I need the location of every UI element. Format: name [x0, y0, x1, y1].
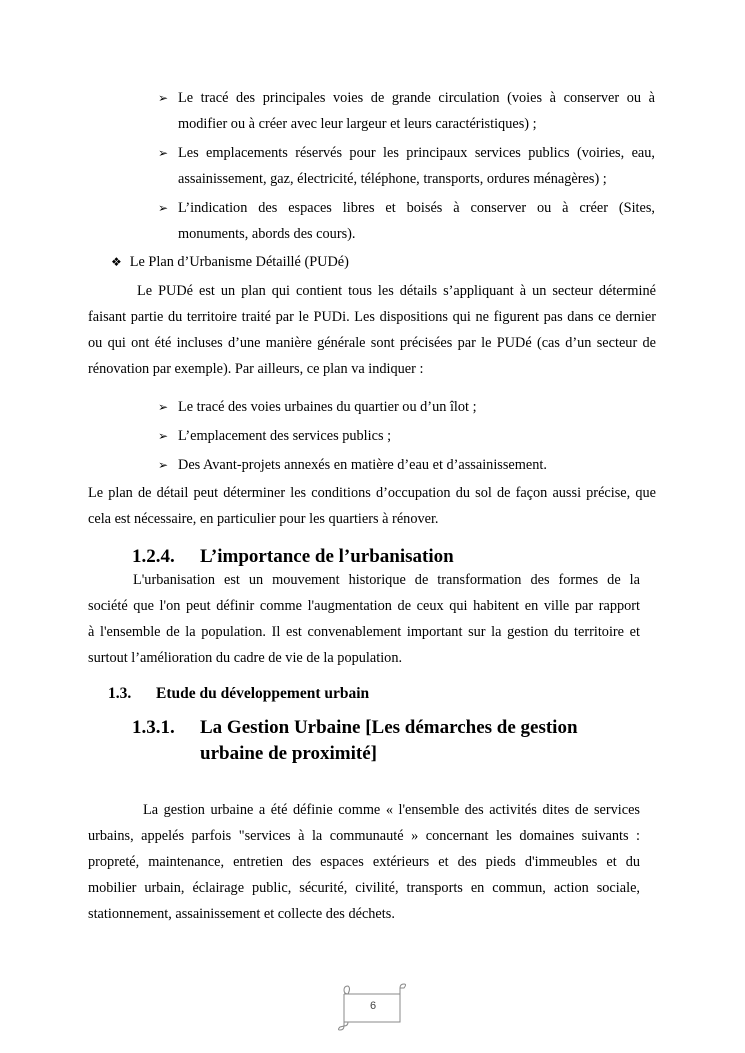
paragraph-line: faisant partie du territoire traité par le PUDi. Les dispositions qui ne figurent pas dans ce dernier — [88, 309, 656, 325]
list-item-line: L’indication des espaces libres et boisés à conserver ou à créer (Sites, — [178, 200, 655, 216]
paragraph-line: rénovation par exemple). Par ailleurs, ce plan va indiquer : — [88, 361, 424, 377]
pude-heading — [111, 249, 349, 275]
paragraph-line: mobilier urbain, éclairage public, sécurité, civilité, transports en commun, action sociale, — [88, 880, 640, 896]
section-number: 1.2.4. — [132, 546, 175, 567]
paragraph-line: à l'ensemble de la population. Il est convenablement important sur la gestion du territoire et — [88, 624, 640, 640]
arrow-bullet-icon: ➢ — [158, 91, 169, 105]
list-item-line: Le tracé des principales voies de grande circulation (voies à conserver ou à — [178, 90, 655, 106]
section-number: 1.3. — [108, 685, 132, 702]
list-item-line: assainissement, gaz, électricité, téléphone, transports, ordures ménagères) ; — [178, 171, 607, 187]
section-title: Etude du développement urbain — [156, 685, 370, 702]
paragraph-line: urbains, appelés parfois "services à la communauté » concernant les domaines suivants : — [88, 828, 640, 844]
arrow-bullet-icon: ➢ — [158, 429, 169, 443]
paragraph-line: propreté, maintenance, entretien des espaces extérieurs et des pieds d'immeubles et du — [88, 854, 640, 870]
paragraph-line: société que l'on peut définir comme l'augmentation de ceux qui habitent en ville par rapport — [88, 598, 640, 614]
paragraph-line: cela est nécessaire, en particulier pour les quartiers à rénover. — [88, 511, 439, 527]
pude-heading-text: Le Plan d’Urbanisme Détaillé (PUDé) — [129, 254, 349, 270]
list-item-line: Le tracé des voies urbaines du quartier ou d’un îlot ; — [178, 399, 477, 415]
diamond-bullet-icon: ❖ — [111, 255, 122, 269]
page-number: 6 — [369, 1000, 377, 1012]
paragraph-line: La gestion urbaine a été définie comme « l'ensemble des activités dites de services — [143, 802, 640, 818]
section-heading-1-3-1 — [132, 716, 652, 766]
paragraph-line: Le PUDé est un plan qui contient tous les détails s’appliquant à un secteur déterminé — [137, 283, 656, 299]
list-item-line: modifier ou à créer avec leur largeur et leurs caractéristiques) ; — [178, 116, 537, 132]
list-item-line: Des Avant-projets annexés en matière d’eau et d’assainissement. — [178, 457, 547, 473]
list-item-line: Les emplacements réservés pour les principaux services publics (voiries, eau, — [178, 145, 655, 161]
section-number: 1.3.1. — [132, 717, 175, 738]
arrow-bullet-icon: ➢ — [158, 458, 169, 472]
section-heading-1-3 — [108, 683, 508, 705]
page-number-scroll — [338, 980, 408, 1032]
list-item-line: L’emplacement des services publics ; — [178, 428, 392, 444]
list-item-line: monuments, abords des cours). — [178, 226, 356, 242]
arrow-bullet-icon: ➢ — [158, 400, 169, 414]
arrow-bullet-icon: ➢ — [158, 146, 169, 160]
paragraph-line: L'urbanisation est un mouvement historique de transformation des formes de la — [133, 572, 640, 588]
paragraph-line: stationnement, assainissement et collecte des déchets. — [88, 906, 395, 922]
section-title-line: urbaine de proximité] — [200, 743, 377, 764]
section-heading-1-2-4 — [132, 545, 652, 569]
arrow-bullet-icon: ➢ — [158, 201, 169, 215]
section-title-line: La Gestion Urbaine [Les démarches de gestion — [200, 717, 578, 738]
section-title: L’importance de l’urbanisation — [200, 546, 454, 567]
paragraph-line: surtout l’amélioration du cadre de vie de la population. — [88, 650, 403, 666]
paragraph-line: Le plan de détail peut déterminer les conditions d’occupation du sol de façon aussi précise, que — [88, 485, 656, 501]
paragraph-line: ou qui ont été incluses d’une manière générale sont précisées par le PUDé (cas d’un secteur de — [88, 335, 656, 351]
